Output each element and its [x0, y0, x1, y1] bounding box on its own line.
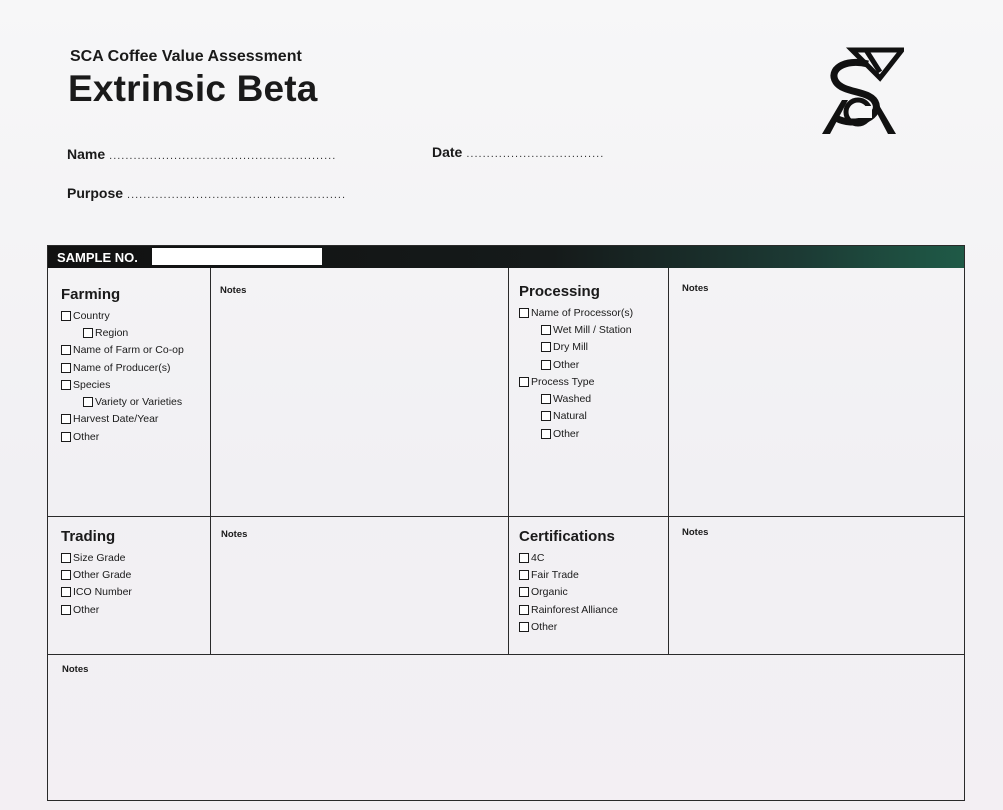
trading-option[interactable] [61, 584, 132, 601]
certifications-option[interactable] [519, 584, 618, 601]
farming-notes-label: Notes [220, 285, 247, 296]
farming-title: Farming [61, 286, 121, 303]
checkbox[interactable] [61, 363, 71, 373]
processing-option[interactable] [519, 408, 633, 425]
date-field[interactable] [432, 144, 604, 160]
sample-bar [48, 246, 964, 268]
trading-option[interactable] [61, 601, 132, 618]
checkbox[interactable] [541, 429, 551, 439]
farming-option[interactable] [61, 359, 184, 376]
farming-option-label: Species [73, 378, 111, 391]
processing-option-label: Natural [553, 410, 587, 423]
certifications-option[interactable] [519, 549, 618, 566]
divider-middle [508, 268, 509, 654]
certifications-option-label: Organic [531, 586, 568, 599]
checkbox[interactable] [541, 360, 551, 370]
checkbox[interactable] [83, 328, 93, 338]
checkbox[interactable] [519, 570, 529, 580]
certifications-title: Certifications [519, 528, 615, 545]
checkbox[interactable] [519, 553, 529, 563]
divider-row2 [48, 654, 964, 655]
processing-notes-label: Notes [682, 283, 709, 294]
processing-option-label: Other [553, 358, 580, 371]
farming-option-label: Harvest Date/Year [73, 413, 159, 426]
farming-option[interactable] [61, 428, 184, 445]
processing-option-label: Process Type [531, 375, 595, 388]
checkbox[interactable] [519, 377, 529, 387]
farming-option[interactable] [61, 411, 184, 428]
farming-option-label: Name of Producer(s) [73, 361, 171, 374]
checkbox[interactable] [61, 570, 71, 580]
certifications-option[interactable] [519, 618, 618, 635]
checkbox[interactable] [541, 325, 551, 335]
checkbox[interactable] [541, 394, 551, 404]
name-label: Name [67, 146, 106, 162]
checkbox[interactable] [519, 622, 529, 632]
assessment-grid [47, 245, 965, 801]
checkbox[interactable] [61, 587, 71, 597]
name-dots: ........................................................ [109, 150, 337, 162]
divider-row1 [48, 516, 964, 517]
purpose-dots: ...................................................... [127, 189, 347, 201]
processing-option[interactable] [519, 304, 633, 321]
trading-option[interactable] [61, 566, 132, 583]
certifications-option-label: Other [531, 620, 558, 633]
divider-farming-notes [210, 268, 211, 654]
processing-option-label: Wet Mill / Station [553, 323, 632, 336]
trading-option-label: ICO Number [73, 586, 132, 599]
processing-option-label: Other [553, 427, 580, 440]
certifications-option-label: 4C [531, 551, 545, 564]
processing-option[interactable] [519, 373, 633, 390]
purpose-label: Purpose [67, 185, 124, 201]
processing-option[interactable] [519, 339, 633, 356]
farming-option[interactable] [61, 376, 184, 393]
processing-option[interactable] [519, 356, 633, 373]
date-dots: .................................. [466, 148, 605, 160]
form-subtitle: SCA Coffee Value Assessment [70, 48, 302, 65]
processing-option[interactable] [519, 425, 633, 442]
divider-processing-notes [668, 268, 669, 654]
processing-option-label: Name of Processor(s) [531, 306, 634, 319]
certifications-option[interactable] [519, 566, 618, 583]
checkbox[interactable] [61, 414, 71, 424]
checkbox[interactable] [541, 411, 551, 421]
checkbox[interactable] [519, 587, 529, 597]
trading-option-label: Other Grade [73, 568, 132, 581]
form-title: Extrinsic Beta [68, 68, 318, 109]
farming-option-label: Variety or Varieties [95, 396, 183, 409]
processing-option[interactable] [519, 321, 633, 338]
trading-title: Trading [61, 528, 116, 545]
checkbox[interactable] [519, 605, 529, 615]
checkbox[interactable] [519, 308, 529, 318]
farming-option[interactable] [61, 393, 184, 410]
certifications-option-label: Rainforest Alliance [531, 603, 618, 616]
certifications-option[interactable] [519, 601, 618, 618]
trading-option-label: Other [73, 603, 100, 616]
processing-title: Processing [519, 283, 600, 300]
certifications-notes-label: Notes [682, 527, 709, 538]
certifications-section [519, 528, 618, 635]
general-notes-label: Notes [62, 664, 89, 675]
date-label: Date [432, 144, 463, 160]
trading-option-label: Size Grade [73, 551, 126, 564]
processing-option-label: Washed [553, 393, 592, 406]
checkbox[interactable] [541, 342, 551, 352]
processing-option-label: Dry Mill [553, 341, 588, 354]
farming-option-label: Region [95, 326, 129, 339]
purpose-field[interactable] [67, 185, 346, 201]
farming-option-label: Name of Farm or Co-op [73, 344, 184, 357]
checkbox[interactable] [61, 311, 71, 321]
sample-no-input[interactable] [152, 248, 322, 265]
trading-notes-label: Notes [221, 529, 248, 540]
farming-option[interactable] [61, 324, 184, 341]
sca-logo-icon [814, 44, 904, 138]
checkbox[interactable] [61, 432, 71, 442]
sample-no-label: SAMPLE NO. [57, 250, 138, 265]
trading-section [61, 528, 132, 618]
checkbox[interactable] [61, 380, 71, 390]
farming-option[interactable] [61, 342, 184, 359]
name-field[interactable] [67, 146, 336, 162]
farming-option[interactable] [61, 307, 184, 324]
farming-option-label: Other [73, 430, 100, 443]
processing-section [519, 283, 633, 442]
farming-option-label: Country [73, 309, 110, 322]
trading-option[interactable] [61, 549, 132, 566]
checkbox[interactable] [61, 553, 71, 563]
checkbox[interactable] [61, 605, 71, 615]
certifications-option-label: Fair Trade [531, 568, 579, 581]
checkbox[interactable] [61, 345, 71, 355]
checkbox[interactable] [83, 397, 93, 407]
processing-option[interactable] [519, 390, 633, 407]
farming-section [61, 286, 184, 445]
